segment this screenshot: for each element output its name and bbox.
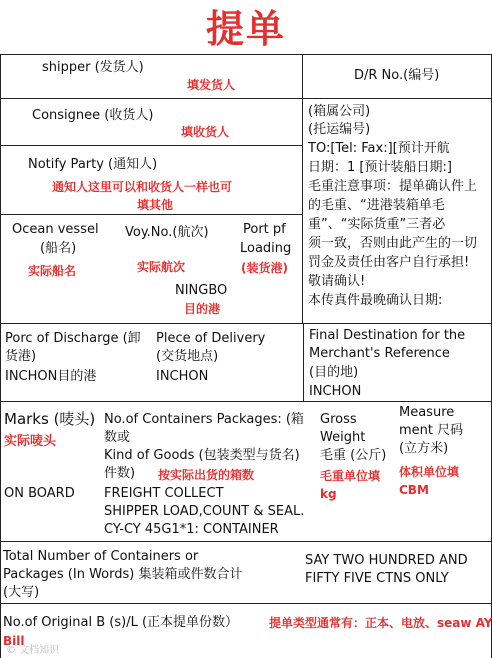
gross-hint-2: kg (320, 487, 337, 501)
measure-label: Measure (399, 405, 455, 420)
voy-hint: 实际航次 (137, 260, 186, 274)
marks-hint: 实际唛头 (4, 434, 57, 449)
note-line: 须一致，否则由此产生的一切 (308, 236, 478, 251)
notify-hint-line2: 填其他 (137, 198, 174, 212)
note-line: 敬请确认! (308, 274, 366, 289)
note-line: (箱属公司) (308, 104, 371, 119)
consignee-hint: 填收货人 (181, 125, 230, 139)
total-label-3: (大写) (3, 585, 40, 600)
final-dest-label-3: (目的地) (309, 365, 359, 380)
discharge-value: INCHON目的港 (5, 369, 97, 384)
consignee-label: Consignee (收货人) (32, 108, 154, 123)
containers-hint: 按实际出货的箱数 (158, 468, 255, 482)
note-line: 重”、“实际货重”三者必 (308, 217, 446, 232)
vessel-label: Ocean vessel (12, 222, 99, 237)
original-hint-2: Bill (3, 634, 25, 648)
vessel-label-cn: (船名) (40, 241, 77, 256)
port-loading-value: NINGBO (175, 283, 228, 298)
port-loading-hint: (装货港) (241, 261, 288, 275)
total-value: SAY TWO HUNDRED AND (305, 553, 468, 568)
page-title: 提单 (205, 7, 286, 51)
gross-label-3: 毛重 (公斤) (320, 448, 387, 463)
containers-label-4: 件数) (104, 466, 136, 481)
measure-label-3: (立方米) (399, 441, 449, 456)
note-line: 罚金及责任由客户自行承担! (308, 255, 470, 270)
notify-hint-line1: 通知人这里可以和收货人一样也可 (52, 180, 233, 194)
watermark: © 文档知识 (6, 645, 60, 656)
containers-label: No.of Containers Packages: (箱 (104, 412, 304, 427)
containers-label-2: 数或 (104, 430, 131, 445)
note-line: 日期：1 [预计装船日期:] (308, 160, 452, 175)
final-dest-label-2: Merchant's Reference (309, 346, 450, 361)
gross-hint: 毛重单位填 (320, 469, 381, 483)
discharge-label: Porc of Discharge (卸 (5, 331, 141, 346)
containers-value-2: SHIPPER LOAD,COUNT & SEAL. (104, 504, 305, 519)
port-loading-label-2: Loading (240, 241, 292, 256)
containers-value-3: CY-CY 45G1*1: CONTAINER (104, 522, 279, 537)
original-hint: 提单类型通常有：正本、电放、seaw AY (269, 616, 492, 630)
port-loading-label: Port pf (243, 222, 286, 237)
total-label-2: Packages (In Words) 集装箱或件数合计 (3, 567, 243, 582)
shipper-hint: 填发货人 (187, 78, 236, 92)
voy-label: Voy.No.(航次) (125, 225, 209, 240)
note-line: 本传真件最晚确认日期: (308, 293, 443, 308)
measure-hint: 体积单位填 (399, 465, 460, 479)
final-dest-value: INCHON (309, 384, 362, 399)
containers-value-1: FREIGHT COLLECT (104, 486, 224, 501)
port-loading-value-hint: 目的港 (184, 302, 221, 316)
note-line: TO:[Tel: Fax:][预计开航 (308, 141, 450, 156)
measure-hint-2: CBM (399, 483, 429, 497)
total-value-2: FIFTY FIVE CTNS ONLY (305, 571, 449, 586)
discharge-label-2: 货港) (5, 349, 37, 364)
marks-value: ON BOARD (4, 486, 75, 501)
marks-label: Marks (唛头) (4, 410, 96, 428)
gross-label-2: Weight (320, 430, 366, 445)
vessel-hint: 实际船名 (28, 264, 77, 278)
delivery-label-2: (交货地点) (156, 349, 219, 364)
note-line: 毛重注意事项：提单确认件上 (308, 179, 478, 194)
original-label: No.of Original B (s)/L (正本提单份数） (3, 615, 239, 630)
delivery-value: INCHON (156, 369, 209, 384)
measure-label-2: ment 尺码 (399, 423, 464, 438)
note-line: 的毛重、“进港装箱单毛 (308, 198, 445, 213)
delivery-label: Plece of Delivery (156, 331, 266, 346)
containers-label-3: Kind of Goods (包装类型与货名) (104, 448, 300, 463)
dr-no-label: D/R No.(编号) (354, 68, 440, 83)
notify-label: Notify Party (通知人) (28, 157, 158, 172)
total-label: Total Number of Containers or (3, 549, 199, 564)
final-dest-label: Final Destination for the (309, 328, 466, 343)
shipper-label: shipper (发货人) (42, 60, 144, 75)
gross-label: Gross (320, 412, 357, 427)
note-line: (托运编号) (308, 122, 371, 137)
